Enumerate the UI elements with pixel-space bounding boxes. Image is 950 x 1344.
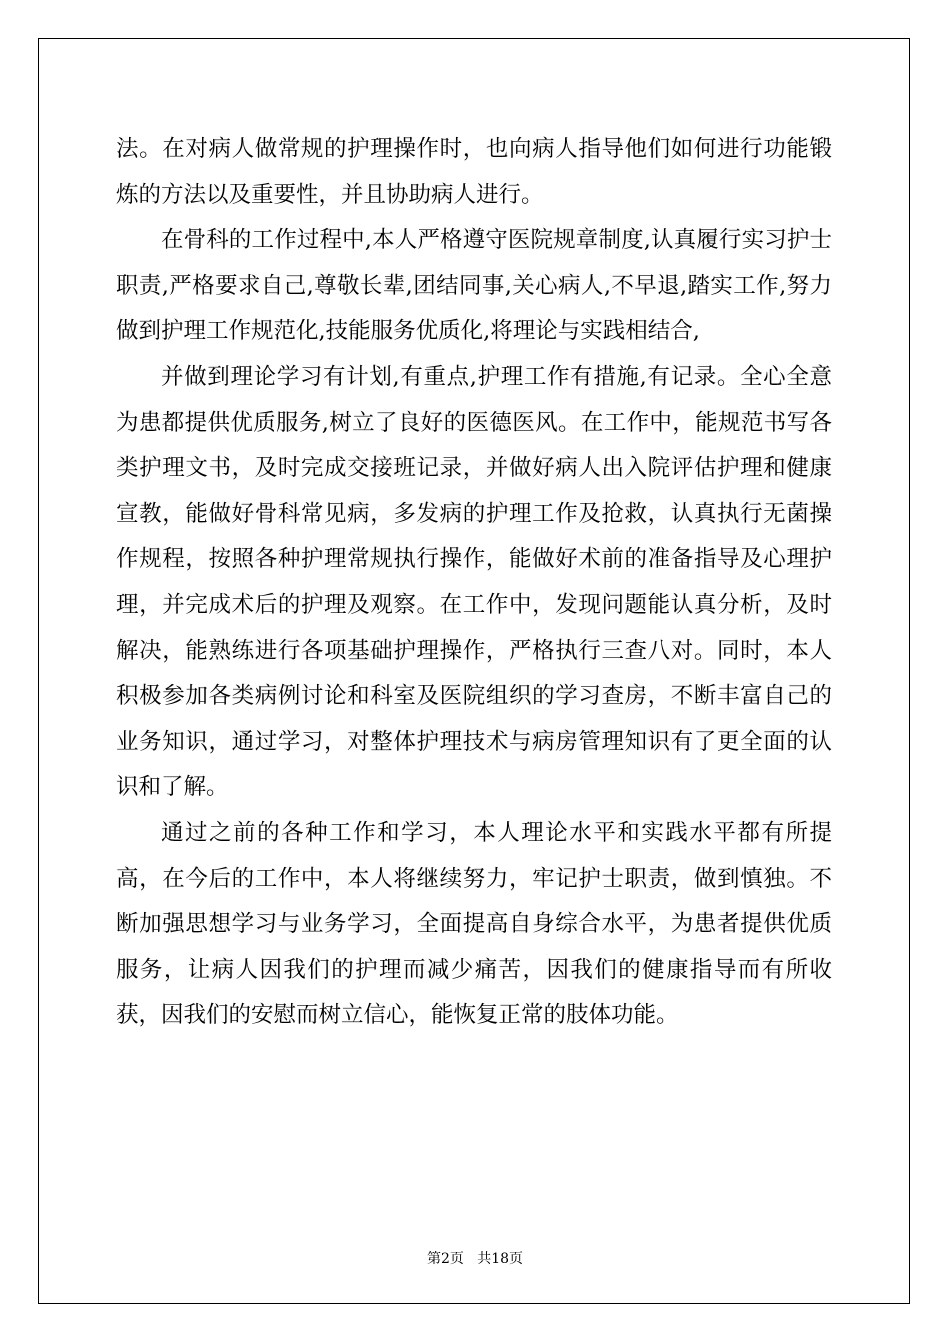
paragraph-3: 并做到理论学习有计划,有重点,护理工作有措施,有记录。全心全意为患都提供优质服务,树立了良好的医德医风。在工作中，能规范书写各类护理文书，及时完成交接班记录，并做好病人出入院评估护理和健康宣教，能做好骨科常见病，多发病的护理工作及抢救，认真执行无菌操作规程，按照各种护理常规执行操作，能做好术前的准备指导及心理护理，并完成术后的护理及观察。在工作中，发现问题能认真分析，及时解决，能熟练进行各项基础护理操作，严格执行三查八对。同时，本人积极参加各类病例讨论和科室及医院组织的学习查房，不断丰富自己的业务知识，通过学习，对整体护理技术与病房管理知识有了更全面的认识和了解。 (116, 363, 832, 801)
paragraph-4: 通过之前的各种工作和学习，本人理论水平和实践水平都有所提高，在今后的工作中，本人将继续努力，牢记护士职责，做到慎独。不断加强思想学习与业务学习，全面提高自身综合水平，为患者提供优质服务，让病人因我们的护理而减少痛苦，因我们的健康指导而有所收获，因我们的安慰而树立信心，能恢复正常的肢体功能。 (116, 819, 832, 1029)
document-body (116, 127, 832, 1039)
page-footer: 第2页 共18页 (426, 1251, 524, 1267)
paragraph-1: 法。在对病人做常规的护理操作时，也向病人指导他们如何进行功能锻炼的方法以及重要性，并且协助病人进行。 (116, 136, 832, 208)
paragraph-2: 在骨科的工作过程中,本人严格遵守医院规章制度,认真履行实习护士职责,严格要求自己,尊敬长辈,团结同事,关心病人,不早退,踏实工作,努力做到护理工作规范化,技能服务优质化,将理论与实践相结合, (116, 227, 832, 345)
